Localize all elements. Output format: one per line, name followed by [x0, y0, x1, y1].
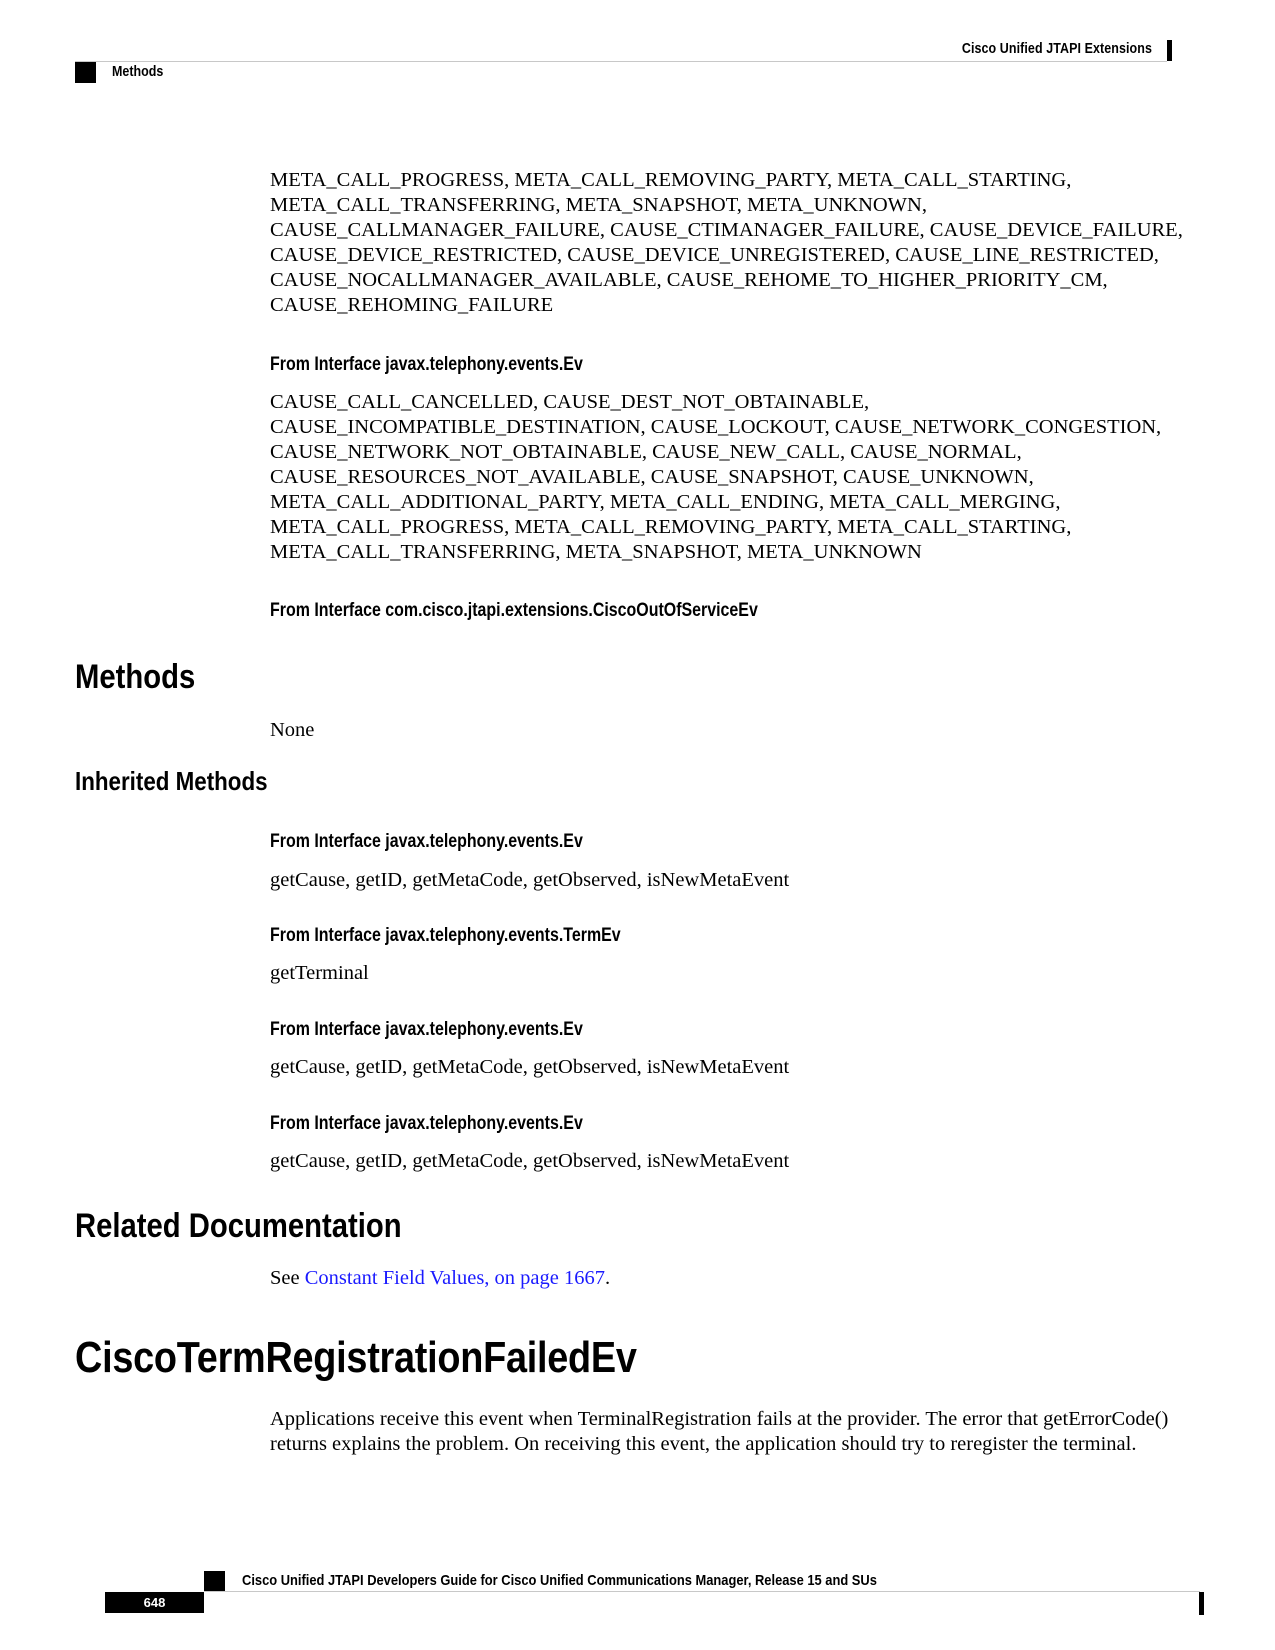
- methods-heading: Methods: [75, 658, 196, 696]
- inherited-group-heading: From Interface javax.telephony.events.Ev: [270, 1019, 583, 1040]
- methods-text: None: [270, 719, 315, 741]
- text-line: CAUSE_REHOMING_FAILURE: [270, 294, 554, 316]
- text-line: META_CALL_PROGRESS, META_CALL_REMOVING_PARTY, META_CALL_STARTING,: [270, 516, 1072, 538]
- inherited-methods-heading: Inherited Methods: [75, 766, 268, 796]
- related-suffix: .: [605, 1267, 611, 1289]
- inherited-group-heading: From Interface javax.telephony.events.TermEv: [270, 925, 621, 946]
- text-line: CAUSE_CALL_CANCELLED, CAUSE_DEST_NOT_OBTAINABLE,: [270, 391, 870, 413]
- footer-bar: [1199, 1592, 1204, 1615]
- inherited-group-text: getTerminal: [270, 962, 369, 984]
- footer-rule: [204, 1591, 1200, 1592]
- header-chapter-title: Cisco Unified JTAPI Extensions: [961, 41, 1152, 57]
- fields-ev-text: [270, 390, 1170, 565]
- fields-ev-heading: From Interface javax.telephony.events.Ev: [270, 354, 583, 375]
- header-section-title: Methods: [112, 64, 164, 80]
- text-line: CAUSE_DEVICE_RESTRICTED, CAUSE_DEVICE_UNREGISTERED, CAUSE_LINE_RESTRICTED,: [270, 244, 1159, 266]
- footer-guide-title: Cisco Unified JTAPI Developers Guide for Cisco Unified Communications Manager, Release 15 and SUs: [242, 1572, 877, 1589]
- constant-field-values-link[interactable]: Constant Field Values, on page 1667: [304, 1267, 605, 1289]
- header-marker: [75, 62, 96, 83]
- related-documentation-text: [270, 1266, 1170, 1291]
- text-line: CAUSE_INCOMPATIBLE_DESTINATION, CAUSE_LOCKOUT, CAUSE_NETWORK_CONGESTION,: [270, 416, 1162, 438]
- footer-marker: [204, 1571, 225, 1591]
- related-prefix: See: [270, 1267, 305, 1289]
- class-description: [270, 1407, 1170, 1457]
- inherited-group-heading: From Interface javax.telephony.events.Ev: [270, 1113, 583, 1134]
- inherited-group-text: getCause, getID, getMetaCode, getObserved, isNewMetaEvent: [270, 869, 790, 891]
- text-line: CAUSE_NETWORK_NOT_OBTAINABLE, CAUSE_NEW_CALL, CAUSE_NORMAL,: [270, 441, 1022, 463]
- text-line: CAUSE_CALLMANAGER_FAILURE, CAUSE_CTIMANAGER_FAILURE, CAUSE_DEVICE_FAILURE,: [270, 219, 1183, 241]
- header-bar: [1167, 40, 1172, 61]
- text-line: META_CALL_ADDITIONAL_PARTY, META_CALL_ENDING, META_CALL_MERGING,: [270, 491, 1061, 513]
- text-line: Applications receive this event when TerminalRegistration fails at the provider. The error that getErrorCode(): [270, 1408, 1169, 1430]
- related-documentation-heading: Related Documentation: [75, 1207, 402, 1245]
- text-line: META_CALL_TRANSFERRING, META_SNAPSHOT, META_UNKNOWN: [270, 541, 922, 563]
- page-number: 648: [105, 1592, 204, 1613]
- text-line: returns explains the problem. On receiving this event, the application should try to reregister the terminal.: [270, 1433, 1137, 1455]
- inherited-group-text: getCause, getID, getMetaCode, getObserved, isNewMetaEvent: [270, 1150, 790, 1172]
- text-line: CAUSE_RESOURCES_NOT_AVAILABLE, CAUSE_SNAPSHOT, CAUSE_UNKNOWN,: [270, 466, 1034, 488]
- fields-outofservice-heading: From Interface com.cisco.jtapi.extensions.CiscoOutOfServiceEv: [270, 600, 758, 621]
- header-rule: [75, 61, 1167, 62]
- fields-continued-text: [270, 168, 1183, 318]
- text-line: META_CALL_PROGRESS, META_CALL_REMOVING_PARTY, META_CALL_STARTING,: [270, 169, 1072, 191]
- inherited-group-text: getCause, getID, getMetaCode, getObserved, isNewMetaEvent: [270, 1056, 790, 1078]
- text-line: CAUSE_NOCALLMANAGER_AVAILABLE, CAUSE_REHOME_TO_HIGHER_PRIORITY_CM,: [270, 269, 1108, 291]
- inherited-group-heading: From Interface javax.telephony.events.Ev: [270, 831, 583, 852]
- class-title: CiscoTermRegistrationFailedEv: [75, 1333, 637, 1382]
- text-line: META_CALL_TRANSFERRING, META_SNAPSHOT, META_UNKNOWN,: [270, 194, 927, 216]
